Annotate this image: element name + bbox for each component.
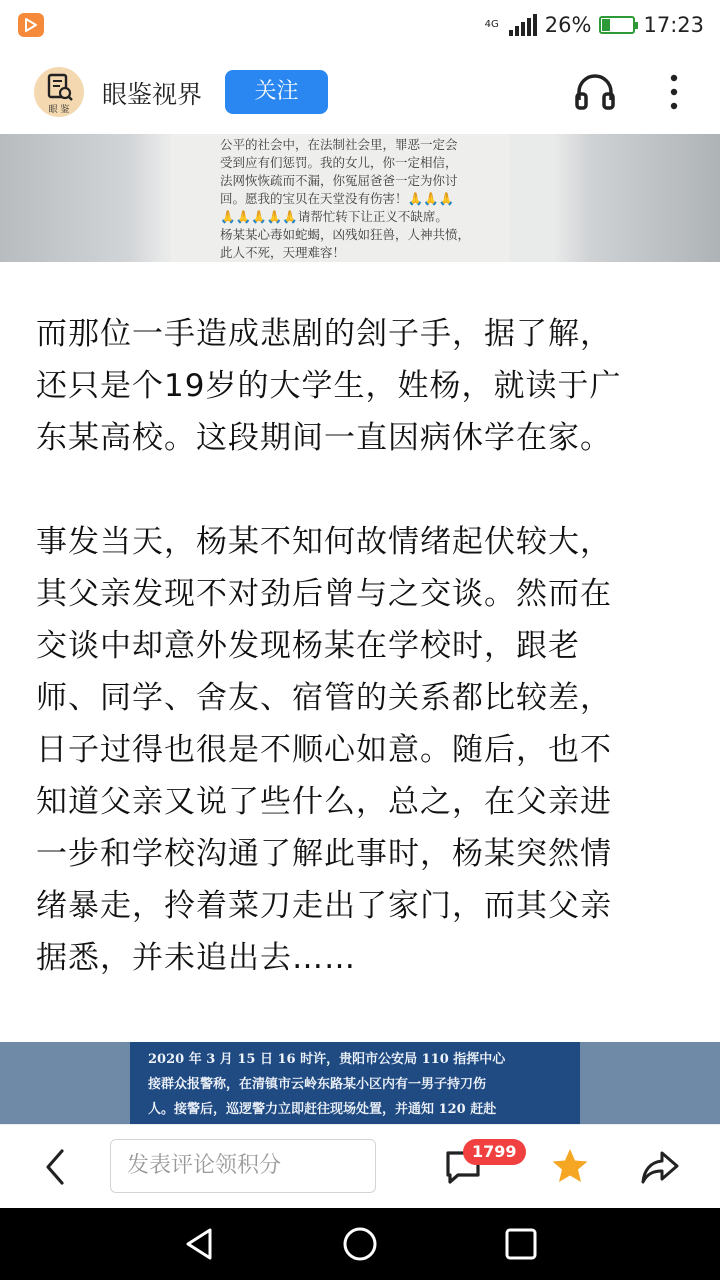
- nav-home-icon[interactable]: [342, 1226, 378, 1266]
- comment-input[interactable]: 发表评论领积分: [110, 1139, 376, 1193]
- back-arrow-icon[interactable]: [40, 1147, 70, 1191]
- author-name[interactable]: 眼鉴视界: [102, 80, 203, 109]
- comment-count-badge: 1799: [463, 1139, 526, 1165]
- signal-icon: [509, 14, 537, 36]
- image-edge-left: [0, 1042, 130, 1124]
- nav-back-icon[interactable]: [182, 1226, 218, 1266]
- author-avatar[interactable]: [34, 67, 84, 117]
- article-line: 东某高校。这段期间一直因病休学在家。: [36, 420, 612, 456]
- nav-recents-icon[interactable]: [503, 1226, 539, 1266]
- article-line: 师、同学、舍友、宿管的关系都比较差，: [36, 680, 612, 716]
- article-paragraph-1: [36, 308, 688, 464]
- clock: 17:23: [643, 13, 704, 37]
- more-vertical-icon[interactable]: [662, 72, 686, 116]
- status-bar: [0, 0, 720, 50]
- network-type: 4G: [484, 19, 499, 30]
- bottom-action-bar: [0, 1124, 720, 1209]
- article-line: 一步和学校沟通了解此事时，杨某突然情: [36, 836, 612, 872]
- police-notice-text: 2020 年 3 月 15 日 16 时许，贵阳市公安局 110 指挥中心 接群众报警称，在清镇市云岭东路某小区内有一男子持刀伤 人。接警后，巡逻警力立即赶往现场处置，并通知 120 赶赴: [148, 1052, 506, 1117]
- app-notification-icon: [18, 13, 44, 37]
- headphone-icon[interactable]: [574, 72, 616, 116]
- article-line: 其父亲发现不对劲后曾与之交谈。然而在: [36, 576, 612, 612]
- article-line: 据悉，并未追出去……: [36, 940, 356, 976]
- article-line: 日子过得也很是不顺心如意。随后，也不: [36, 732, 612, 768]
- article-image-screenshot[interactable]: [0, 134, 720, 262]
- follow-button[interactable]: 关注: [225, 70, 328, 114]
- avatar-text: 眼 鉴: [48, 105, 70, 115]
- image-caption-text: 公平的社会中，在法制社会里，罪恶一定会 受到应有们惩罚。我的女儿，你一定相信， 法网恢恢疏而不漏，你冤屈爸爸一定为你讨 回。愿我的宝贝在天堂没有伤害！🙏🙏🙏 🙏🙏🙏🙏🙏请帮忙转下让正义不缺席。 杨某某心毒如蛇蝎，凶残如狂兽，人神共愤， 此人不死，天理难容！: [220, 137, 471, 260]
- battery-percent: 26%: [544, 13, 592, 37]
- article-line: 而那位一手造成悲剧的刽子手，据了解，: [36, 316, 612, 352]
- star-icon[interactable]: [550, 1147, 590, 1189]
- article-line: 交谈中却意外发现杨某在学校时，跟老: [36, 628, 580, 664]
- article-line: 事发当天，杨某不知何故情绪起伏较大，: [36, 524, 612, 560]
- article-image-police-notice[interactable]: [0, 1042, 720, 1124]
- status-indicators: [485, 10, 704, 40]
- system-navigation-bar: [0, 1208, 720, 1280]
- article-line: 绪暴走，拎着菜刀走出了家门，而其父亲: [36, 888, 612, 924]
- article-header: [0, 50, 720, 134]
- share-icon[interactable]: [640, 1149, 680, 1191]
- image-edge-right: [580, 1042, 720, 1124]
- battery-icon: [599, 16, 635, 34]
- article-paragraph-2: [36, 516, 688, 984]
- article-line: 知道父亲又说了些什么，总之，在父亲进: [36, 784, 612, 820]
- article-line: 还只是个19岁的大学生，姓杨，就读于广: [36, 368, 622, 404]
